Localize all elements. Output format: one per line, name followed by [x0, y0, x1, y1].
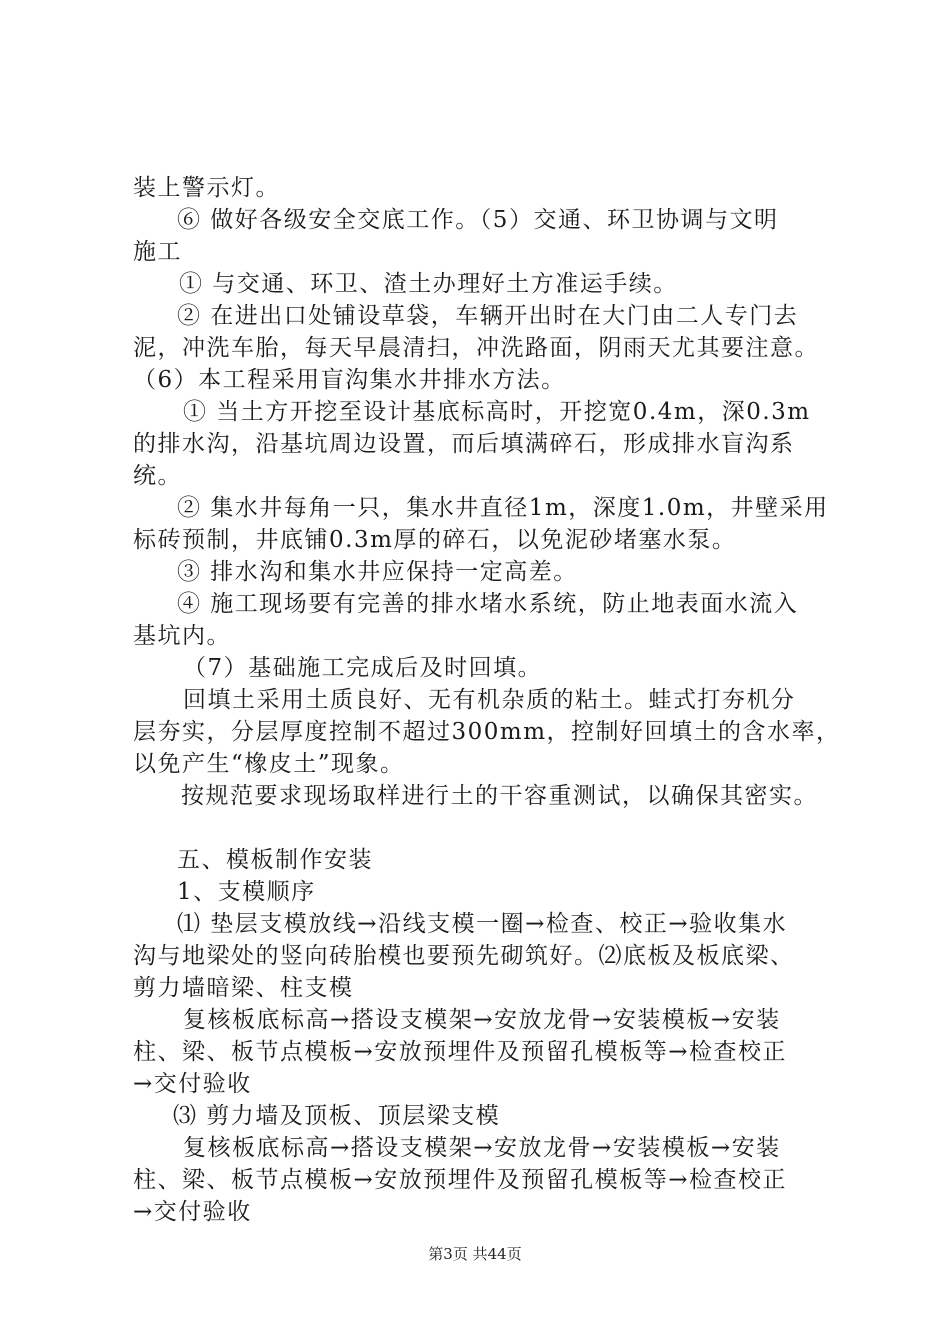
text-line: 以免产生“橡皮土”现象。: [133, 751, 405, 777]
text-line: →交付验收: [133, 1199, 252, 1225]
text-line: ② 在进出口处铺设草袋，车辆开出时在大门由二人专门去: [177, 303, 799, 329]
page-footer: 第3页 共44页: [428, 1245, 522, 1263]
text-line: →交付验收: [133, 1071, 252, 1097]
text-line: 复核板底标高→搭设支模架→安放龙骨→安装模板→安装: [183, 1007, 781, 1033]
text-line: 标砖预制，井底铺0.3m厚的碎石，以免泥砂堵塞水泵。: [133, 527, 737, 553]
text-line: ③ 排水沟和集水井应保持一定高差。: [177, 559, 578, 585]
text-line: 的排水沟，沿基坑周边设置，而后填满碎石，形成排水盲沟系: [133, 431, 795, 457]
text-line: 按规范要求现场取样进行土的干容重测试，以确保其密实。: [181, 783, 818, 809]
text-line: ⑴ 垫层支模放线→沿线支模一圈→检查、校正→验收集水: [177, 911, 788, 937]
text-line: 回填土采用土质良好、无有机杂质的粘土。蛙式打夯机分: [183, 687, 796, 713]
text-line: 剪力墙暗梁、柱支模: [133, 975, 354, 1001]
text-line: ⑥ 做好各级安全交底工作。（5）交通、环卫协调与文明: [177, 207, 779, 233]
text-line: 装上警示灯。: [133, 175, 280, 201]
text-line: ⑶ 剪力墙及顶板、顶层梁支模: [173, 1103, 501, 1129]
text-line: 五、模板制作安装: [177, 847, 373, 873]
text-line: ② 集水井每角一只，集水井直径1m，深度1.0m，井壁采用: [177, 495, 829, 521]
document-body: [133, 172, 853, 1228]
text-line: 施工: [133, 239, 182, 265]
text-line: 层夯实，分层厚度控制不超过300mm，控制好回填土的含水率，: [133, 719, 841, 745]
text-line: 柱、梁、板节点模板→安放预埋件及预留孔模板等→检查校正: [133, 1167, 788, 1193]
text-line: 柱、梁、板节点模板→安放预埋件及预留孔模板等→检查校正: [133, 1039, 788, 1065]
text-line: 沟与地梁处的竖向砖胎模也要预先砌筑好。⑵底板及板底梁、: [133, 943, 795, 969]
text-line: ① 当土方开挖至设计基底标高时，开挖宽0.4m，深0.3m: [183, 399, 811, 425]
text-line: 统。: [133, 463, 182, 489]
text-line: （7）基础施工完成后及时回填。: [183, 655, 543, 681]
text-line: 基坑内。: [133, 623, 231, 649]
text-line: ① 与交通、环卫、渣土办理好土方准运手续。: [179, 271, 678, 297]
text-line: ④ 施工现场要有完善的排水堵水系统，防止地表面水流入: [177, 591, 799, 617]
blank-line: [133, 812, 853, 844]
text-line: 复核板底标高→搭设支模架→安放龙骨→安装模板→安装: [183, 1135, 781, 1161]
text-line: 1、支模顺序: [177, 879, 316, 905]
text-line: （6）本工程采用盲沟集水井排水方法。: [133, 367, 566, 393]
text-line: 泥，冲洗车胎，每天早晨清扫，冲洗路面，阴雨天尤其要注意。: [133, 335, 819, 361]
